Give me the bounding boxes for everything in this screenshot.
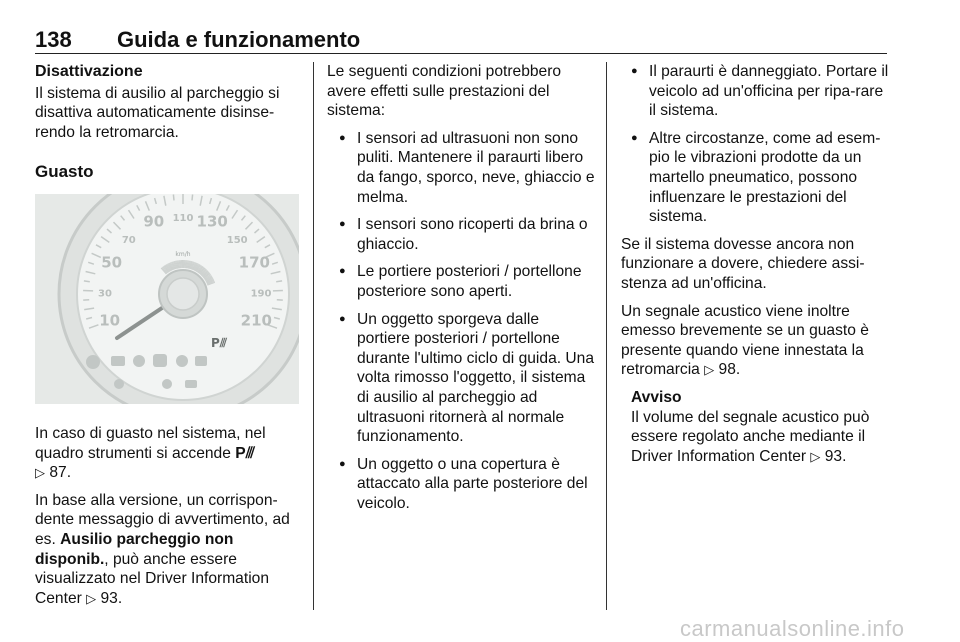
gauge-label: 50 (101, 253, 123, 272)
gauge-tick (173, 194, 174, 200)
gauge-label: 170 (238, 253, 270, 272)
page-title: Guida e funzionamento (117, 27, 361, 52)
gauge-label: 70 (121, 234, 136, 246)
list-item: ● I sensori sono ricoperti da brina o ghiaccio. (327, 215, 595, 254)
gauge-label: 210 (240, 311, 272, 330)
page-header (35, 27, 887, 54)
page-ref-icon: ▷ (704, 362, 715, 378)
page-number: 138 (35, 27, 72, 52)
column-right (621, 62, 889, 474)
column-left (35, 62, 303, 616)
fault-text-2 (35, 491, 303, 609)
gauge-tick (84, 281, 90, 282)
speedometer-illustration (35, 194, 299, 404)
note-box (631, 388, 889, 466)
parking-assist-icon: P⫻ (235, 444, 255, 462)
fault-text-2b: , può anche essere visualizzato nel Driver Information Center (35, 550, 269, 607)
acoustic-ref-link[interactable]: 98. (718, 361, 741, 379)
watermark: carmanualsonline.info (680, 616, 905, 641)
heading-fault: Guasto (35, 162, 94, 182)
gauge-tick (276, 281, 282, 282)
page-ref-icon: ▷ (86, 590, 97, 606)
gauge-label: 90 (143, 212, 165, 231)
note-text (631, 408, 889, 467)
gauge-unit: km/h (175, 250, 191, 258)
deactivation-text: Il sistema di ausilio al parcheggio si disattiva automaticamente disinse-rendo la retromarcia. (35, 84, 280, 141)
conditions-intro: Le seguenti condizioni potrebbero avere effetti sulle prestazioni del sistema: (327, 63, 562, 120)
column-divider-1 (313, 62, 314, 610)
note-ref-link[interactable]: 93. (824, 447, 847, 465)
fault-text-2a: In base alla versione, un corrispon-dente messaggio di avvertimento, ad es. (35, 491, 290, 548)
gauge-label: 150 (226, 234, 248, 246)
gauge-label: 30 (98, 288, 112, 300)
instrument-cluster-figure (35, 194, 299, 404)
gauge-tick (192, 194, 193, 200)
gauge-label: 110 (172, 212, 194, 224)
list-item: ● Altre circostanze, come ad esem-pio le vibrazioni prodotte da un martello pneumatico, possono influenzare le prestazioni del sistema. (621, 129, 889, 227)
note-title: Avviso (631, 388, 682, 406)
page-ref-icon: ▷ (810, 448, 821, 464)
fault-ref-link-2[interactable]: 93. (100, 589, 123, 607)
assistance-text: Se il sistema dovesse ancora non funzionare a dovere, chiedere assi-stenza ad un'officina. (621, 235, 865, 292)
gauge-label: 190 (250, 288, 272, 300)
column-divider-2 (606, 62, 607, 610)
gauge-inner-tick (180, 260, 181, 268)
fault-message: Ausilio parcheggio non disponib. (35, 530, 234, 568)
list-item: ● Un oggetto sporgeva dalle portiere posteriori / portellone durante l'ultimo ciclo di guida. Una volta rimosso l'oggetto, il sistema di ausilio al parcheggio ad ultrasuoni ritornerà al normale funzionamento. (327, 310, 595, 447)
conditions-list-continued (621, 62, 889, 227)
note-body: Il volume del segnale acustico può essere regolato anche mediante il Driver Information Center (631, 408, 870, 465)
fault-text-lead: In caso di guasto nel sistema, nel quadro strumenti si accende (35, 424, 266, 462)
acoustic-signal-text (621, 302, 889, 380)
fault-ref-link[interactable]: 87. (49, 464, 72, 482)
gauge-label: 10 (99, 311, 121, 330)
gauge-label: 130 (196, 212, 228, 231)
fault-text-1 (35, 424, 303, 483)
acoustic-signal-body: Un segnale acustico viene inoltre emesso brevemente se un guasto è presente quando viene innestata la retromarcia (621, 302, 869, 379)
list-item: ● I sensori ad ultrasuoni non sono puliti. Mantenere il paraurti libero da fango, sporco, neve, ghiaccio e melma. (327, 129, 595, 207)
list-item: ● Un oggetto o una copertura è attaccato alla parte posteriore del veicolo. (327, 455, 595, 514)
parking-warning-symbol: P⫻ (211, 335, 227, 350)
list-item: ● Il paraurti è danneggiato. Portare il veicolo ad un'officina per ripa-rare il sistema. (621, 62, 889, 121)
list-item: ● Le portiere posteriori / portellone posteriore sono aperti. (327, 262, 595, 301)
page-ref-icon: ▷ (35, 465, 45, 481)
conditions-list (327, 129, 595, 514)
heading-deactivation: Disattivazione (35, 63, 143, 80)
column-middle (327, 62, 595, 521)
